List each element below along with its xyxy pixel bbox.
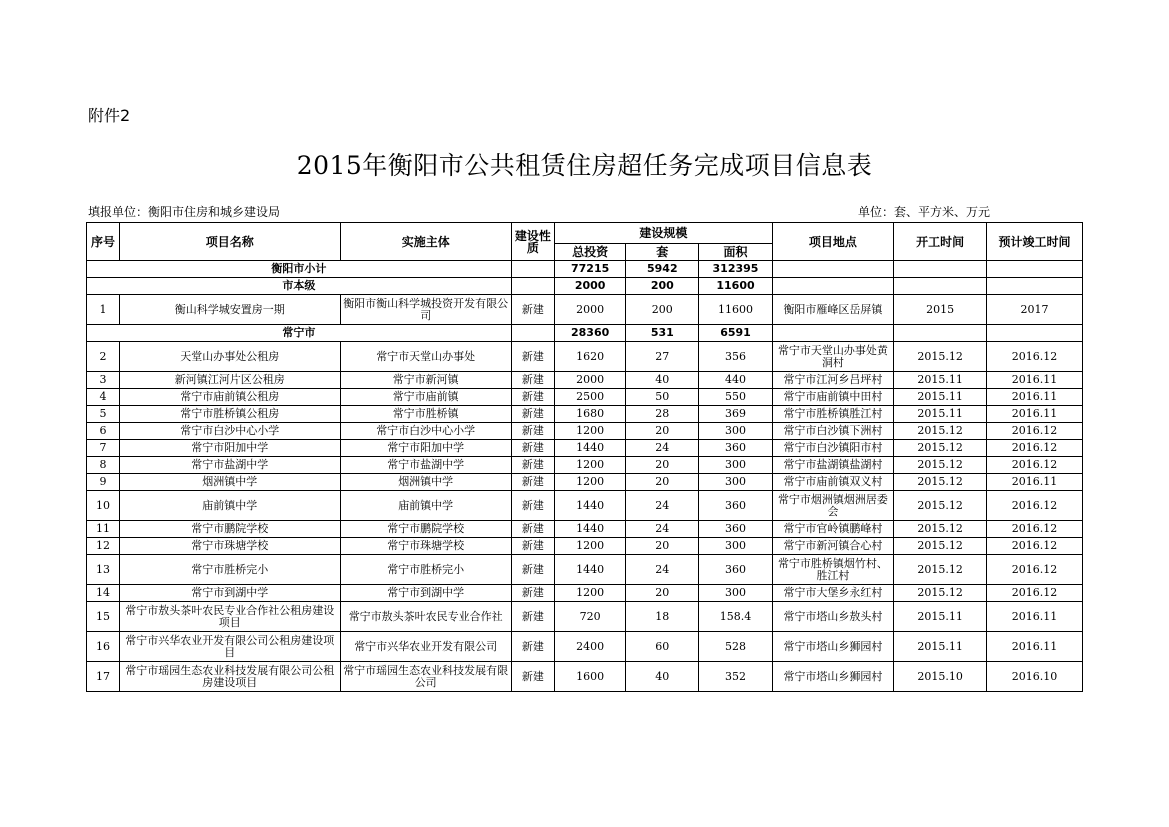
cell-seq: 3 (87, 372, 120, 389)
cell-nature: 新建 (511, 457, 554, 474)
cell-finish: 2016.12 (987, 342, 1083, 372)
cell-start: 2015.11 (894, 602, 987, 632)
reporting-unit: 填报单位：衡阳市住房和城乡建设局 (88, 205, 281, 219)
summary-investment: 28360 (555, 325, 626, 342)
cell-sets: 40 (626, 372, 699, 389)
cell-location: 常宁市胜桥镇烟竹村、胜江村 (772, 555, 894, 585)
cell-investment: 1440 (555, 491, 626, 521)
cell-nature: 新建 (511, 342, 554, 372)
cell-finish: 2016.11 (987, 406, 1083, 423)
cell-finish: 2016.11 (987, 632, 1083, 662)
cell-seq: 13 (87, 555, 120, 585)
cell-start: 2015.12 (894, 555, 987, 585)
cell-entity: 庙前镇中学 (340, 491, 511, 521)
cell-start: 2015 (894, 295, 987, 325)
page-title: 2015年衡阳市公共租赁住房超任务完成项目信息表 (296, 151, 873, 180)
cell-name: 常宁市盐湖中学 (119, 457, 340, 474)
cell-entity: 常宁市珠塘学校 (340, 538, 511, 555)
cell-entity: 常宁市敖头茶叶农民专业合作社 (340, 602, 511, 632)
cell-nature: 新建 (511, 372, 554, 389)
cell-investment: 1440 (555, 555, 626, 585)
cell-location: 常宁市官岭镇鹏峰村 (772, 521, 894, 538)
cell-seq: 6 (87, 423, 120, 440)
cell-finish: 2016.11 (987, 602, 1083, 632)
cell-location: 常宁市白沙镇阳市村 (772, 440, 894, 457)
cell-name: 常宁市瑶园生态农业科技发展有限公司公租房建设项目 (119, 662, 340, 692)
cell-area: 11600 (699, 295, 772, 325)
cell-nature: 新建 (511, 662, 554, 692)
cell-name: 庙前镇中学 (119, 491, 340, 521)
header-location: 项目地点 (772, 223, 894, 261)
cell-nature: 新建 (511, 585, 554, 602)
cell-investment: 1200 (555, 474, 626, 491)
cell-investment: 2000 (555, 372, 626, 389)
cell-sets: 24 (626, 491, 699, 521)
summary-row-city-total (87, 261, 1083, 278)
header-investment: 总投资 (555, 244, 626, 261)
cell-investment: 1200 (555, 585, 626, 602)
summary-sets: 200 (626, 278, 699, 295)
table-row (87, 491, 1083, 521)
cell-finish: 2016.12 (987, 457, 1083, 474)
summary-area: 312395 (699, 261, 772, 278)
cell-name: 衡山科学城安置房一期 (119, 295, 340, 325)
cell-sets: 20 (626, 457, 699, 474)
table-row (87, 602, 1083, 632)
table-row (87, 457, 1083, 474)
attachment-label: 附件2 (88, 106, 131, 125)
summary-sets: 531 (626, 325, 699, 342)
cell-entity: 常宁市瑶园生态农业科技发展有限公司 (340, 662, 511, 692)
cell-name: 常宁市庙前镇公租房 (119, 389, 340, 406)
cell-entity: 常宁市阳加中学 (340, 440, 511, 457)
cell-start: 2015.12 (894, 491, 987, 521)
cell-entity: 常宁市胜桥镇 (340, 406, 511, 423)
summary-row-changning (87, 325, 1083, 342)
cell-nature: 新建 (511, 474, 554, 491)
cell-location: 衡阳市雁峰区岳屏镇 (772, 295, 894, 325)
cell-seq: 15 (87, 602, 120, 632)
table-row (87, 406, 1083, 423)
summary-area: 11600 (699, 278, 772, 295)
cell-investment: 1680 (555, 406, 626, 423)
cell-seq: 7 (87, 440, 120, 457)
cell-nature: 新建 (511, 538, 554, 555)
cell-entity: 常宁市新河镇 (340, 372, 511, 389)
cell-nature: 新建 (511, 389, 554, 406)
cell-seq: 2 (87, 342, 120, 372)
cell-entity: 常宁市白沙中心小学 (340, 423, 511, 440)
cell-name: 新河镇江河片区公租房 (119, 372, 340, 389)
cell-name: 常宁市鹏院学校 (119, 521, 340, 538)
cell-start: 2015.12 (894, 342, 987, 372)
cell-sets: 28 (626, 406, 699, 423)
cell-location: 常宁市新河镇合心村 (772, 538, 894, 555)
cell-finish: 2016.11 (987, 474, 1083, 491)
cell-finish: 2016.11 (987, 389, 1083, 406)
header-nature: 建设性质 (511, 223, 554, 261)
cell-location: 常宁市江河乡吕坪村 (772, 372, 894, 389)
cell-name: 常宁市珠塘学校 (119, 538, 340, 555)
cell-area: 352 (699, 662, 772, 692)
cell-name: 常宁市白沙中心小学 (119, 423, 340, 440)
cell-area: 360 (699, 555, 772, 585)
cell-start: 2015.11 (894, 632, 987, 662)
project-table (86, 222, 1083, 692)
summary-label: 常宁市 (87, 325, 512, 342)
cell-area: 360 (699, 440, 772, 457)
header-start: 开工时间 (894, 223, 987, 261)
cell-area: 300 (699, 474, 772, 491)
cell-name: 常宁市胜桥完小 (119, 555, 340, 585)
cell-nature: 新建 (511, 406, 554, 423)
cell-location: 常宁市塔山乡狮园村 (772, 632, 894, 662)
table-row (87, 538, 1083, 555)
cell-area: 360 (699, 521, 772, 538)
header-name: 项目名称 (119, 223, 340, 261)
cell-start: 2015.11 (894, 389, 987, 406)
cell-sets: 20 (626, 538, 699, 555)
cell-sets: 50 (626, 389, 699, 406)
cell-seq: 5 (87, 406, 120, 423)
cell-sets: 20 (626, 423, 699, 440)
cell-area: 440 (699, 372, 772, 389)
cell-start: 2015.11 (894, 372, 987, 389)
cell-finish: 2016.12 (987, 538, 1083, 555)
cell-sets: 24 (626, 440, 699, 457)
cell-finish: 2016.12 (987, 521, 1083, 538)
cell-seq: 1 (87, 295, 120, 325)
cell-seq: 9 (87, 474, 120, 491)
cell-finish: 2016.12 (987, 491, 1083, 521)
cell-seq: 12 (87, 538, 120, 555)
table-row (87, 474, 1083, 491)
cell-location: 常宁市烟洲镇烟洲居委会 (772, 491, 894, 521)
summary-row-city-level (87, 278, 1083, 295)
summary-sets: 5942 (626, 261, 699, 278)
header-entity: 实施主体 (340, 223, 511, 261)
cell-nature: 新建 (511, 295, 554, 325)
cell-nature: 新建 (511, 423, 554, 440)
cell-nature: 新建 (511, 602, 554, 632)
header-seq: 序号 (87, 223, 120, 261)
cell-name: 常宁市阳加中学 (119, 440, 340, 457)
header-sets: 套 (626, 244, 699, 261)
cell-location: 常宁市庙前镇双义村 (772, 474, 894, 491)
cell-finish: 2016.10 (987, 662, 1083, 692)
cell-sets: 40 (626, 662, 699, 692)
cell-seq: 16 (87, 632, 120, 662)
table-row (87, 440, 1083, 457)
cell-sets: 20 (626, 474, 699, 491)
cell-investment: 720 (555, 602, 626, 632)
cell-finish: 2016.12 (987, 555, 1083, 585)
cell-location: 常宁市塔山乡敖头村 (772, 602, 894, 632)
cell-seq: 14 (87, 585, 120, 602)
cell-investment: 1620 (555, 342, 626, 372)
cell-investment: 1200 (555, 457, 626, 474)
cell-name: 常宁市到湖中学 (119, 585, 340, 602)
cell-start: 2015.12 (894, 521, 987, 538)
cell-name: 常宁市胜桥镇公租房 (119, 406, 340, 423)
cell-area: 356 (699, 342, 772, 372)
cell-start: 2015.11 (894, 406, 987, 423)
header-finish: 预计竣工时间 (987, 223, 1083, 261)
table-row (87, 585, 1083, 602)
header-area: 面积 (699, 244, 772, 261)
table-row (87, 389, 1083, 406)
cell-sets: 20 (626, 585, 699, 602)
cell-seq: 4 (87, 389, 120, 406)
summary-investment: 77215 (555, 261, 626, 278)
cell-nature: 新建 (511, 491, 554, 521)
cell-entity: 常宁市胜桥完小 (340, 555, 511, 585)
cell-name: 常宁市敖头茶叶农民专业合作社公租房建设项目 (119, 602, 340, 632)
cell-area: 158.4 (699, 602, 772, 632)
cell-entity: 常宁市盐湖中学 (340, 457, 511, 474)
cell-investment: 1600 (555, 662, 626, 692)
cell-investment: 2400 (555, 632, 626, 662)
cell-name: 常宁市兴华农业开发有限公司公租房建设项目 (119, 632, 340, 662)
cell-start: 2015.10 (894, 662, 987, 692)
cell-location: 常宁市盐湖镇盐湖村 (772, 457, 894, 474)
cell-name: 天堂山办事处公租房 (119, 342, 340, 372)
table-row (87, 423, 1083, 440)
cell-nature: 新建 (511, 555, 554, 585)
table-row (87, 372, 1083, 389)
cell-sets: 27 (626, 342, 699, 372)
cell-start: 2015.12 (894, 457, 987, 474)
cell-area: 528 (699, 632, 772, 662)
cell-location: 常宁市庙前镇中田村 (772, 389, 894, 406)
summary-label: 衡阳市小计 (87, 261, 512, 278)
cell-nature: 新建 (511, 521, 554, 538)
cell-start: 2015.12 (894, 585, 987, 602)
cell-location: 常宁市胜桥镇胜江村 (772, 406, 894, 423)
cell-area: 369 (699, 406, 772, 423)
cell-area: 300 (699, 423, 772, 440)
cell-finish: 2016.12 (987, 440, 1083, 457)
cell-entity: 常宁市天堂山办事处 (340, 342, 511, 372)
table-row (87, 295, 1083, 325)
cell-investment: 1440 (555, 521, 626, 538)
cell-nature: 新建 (511, 440, 554, 457)
summary-investment: 2000 (555, 278, 626, 295)
cell-entity: 常宁市兴华农业开发有限公司 (340, 632, 511, 662)
cell-start: 2015.12 (894, 440, 987, 457)
cell-area: 360 (699, 491, 772, 521)
cell-location: 常宁市白沙镇下洲村 (772, 423, 894, 440)
units-note: 单位：套、平方米、万元 (858, 205, 991, 219)
cell-seq: 8 (87, 457, 120, 474)
cell-entity: 衡阳市衡山科学城投资开发有限公司 (340, 295, 511, 325)
cell-sets: 24 (626, 521, 699, 538)
cell-entity: 烟洲镇中学 (340, 474, 511, 491)
cell-investment: 1200 (555, 538, 626, 555)
cell-location: 常宁市大堡乡永红村 (772, 585, 894, 602)
cell-investment: 1440 (555, 440, 626, 457)
cell-finish: 2016.12 (987, 423, 1083, 440)
cell-start: 2015.12 (894, 423, 987, 440)
cell-sets: 18 (626, 602, 699, 632)
cell-sets: 200 (626, 295, 699, 325)
cell-start: 2015.12 (894, 538, 987, 555)
cell-entity: 常宁市庙前镇 (340, 389, 511, 406)
table-row (87, 555, 1083, 585)
table-row (87, 521, 1083, 538)
table-row (87, 632, 1083, 662)
cell-nature: 新建 (511, 632, 554, 662)
cell-finish: 2016.12 (987, 585, 1083, 602)
summary-label: 市本级 (87, 278, 512, 295)
header-scale: 建设规模 (555, 223, 773, 244)
cell-location: 常宁市天堂山办事处黄洞村 (772, 342, 894, 372)
cell-entity: 常宁市鹏院学校 (340, 521, 511, 538)
cell-finish: 2017 (987, 295, 1083, 325)
cell-investment: 1200 (555, 423, 626, 440)
cell-location: 常宁市塔山乡狮园村 (772, 662, 894, 692)
cell-sets: 60 (626, 632, 699, 662)
cell-area: 300 (699, 457, 772, 474)
cell-finish: 2016.11 (987, 372, 1083, 389)
cell-seq: 10 (87, 491, 120, 521)
cell-start: 2015.12 (894, 474, 987, 491)
cell-area: 300 (699, 538, 772, 555)
table-row (87, 662, 1083, 692)
cell-investment: 2500 (555, 389, 626, 406)
cell-seq: 11 (87, 521, 120, 538)
table-row (87, 342, 1083, 372)
cell-investment: 2000 (555, 295, 626, 325)
cell-area: 550 (699, 389, 772, 406)
cell-seq: 17 (87, 662, 120, 692)
cell-area: 300 (699, 585, 772, 602)
cell-entity: 常宁市到湖中学 (340, 585, 511, 602)
cell-name: 烟洲镇中学 (119, 474, 340, 491)
summary-area: 6591 (699, 325, 772, 342)
cell-sets: 24 (626, 555, 699, 585)
